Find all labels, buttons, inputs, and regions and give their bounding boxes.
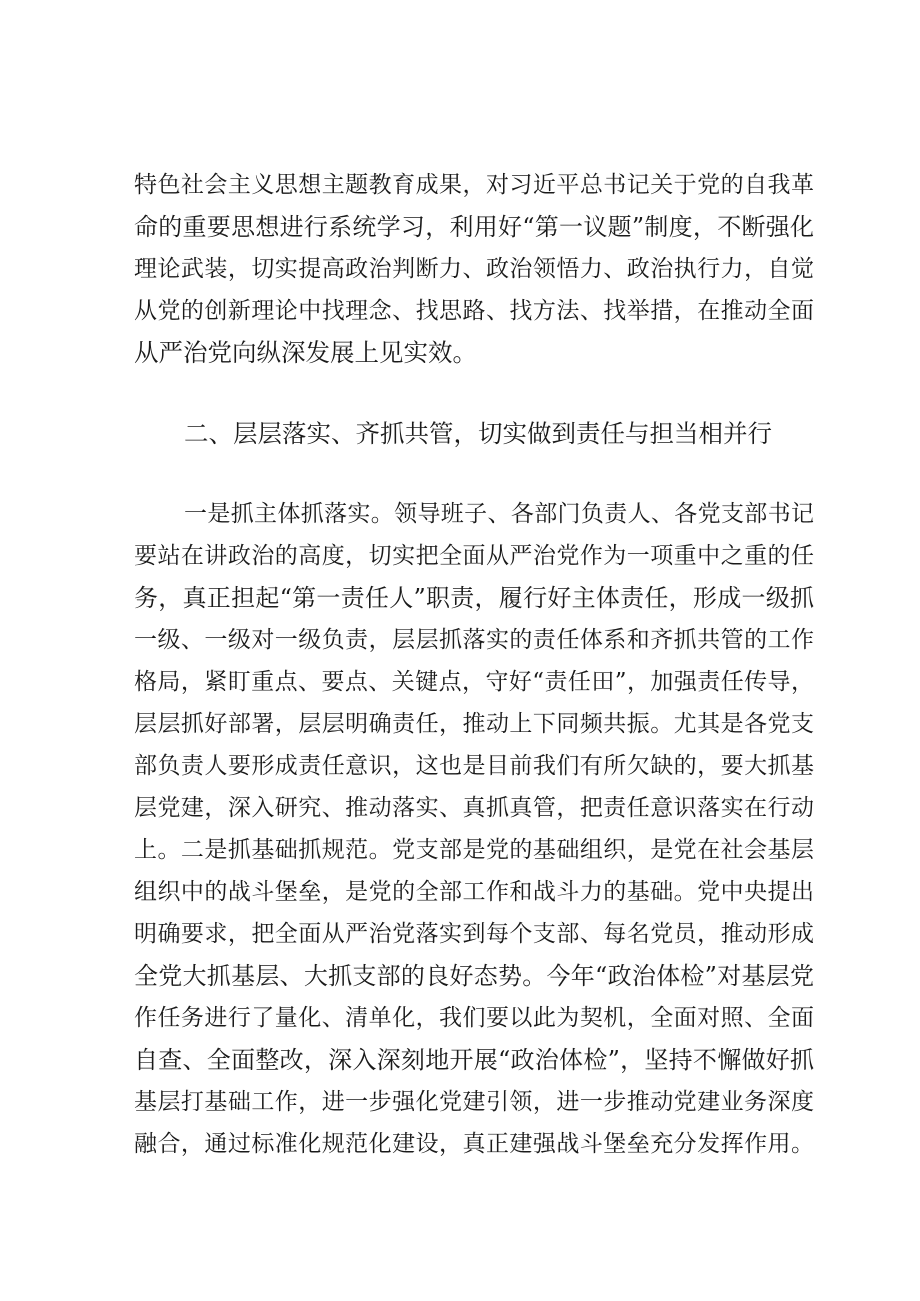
- paragraph-3-line-15: 基层打基础工作，进一步强化党建引领，进一步推动党建业务深度: [134, 1089, 814, 1115]
- paragraph-3-line-10: 组织中的战斗堡垒，是党的全部工作和战斗力的基础。党中央提出: [134, 879, 814, 905]
- paragraph-3-line-8: 层党建，深入研究、推动落实、真抓真管，把责任意识落实在行动: [134, 795, 814, 821]
- paragraph-3-line-2: 要站在讲政治的高度，切实把全面从严治党作为一项重中之重的任: [134, 543, 814, 569]
- paragraph-3-line-7: 部负责人要形成责任意识，这也是目前我们有所欠缺的，要大抓基: [134, 753, 814, 779]
- paragraph-3-line-9: 上。二是抓基础抓规范。党支部是党的基础组织，是党在社会基层: [134, 837, 814, 863]
- paragraph-3-line-5: 格局，紧盯重点、要点、关键点，守好“责任田”，加强责任传导，: [134, 669, 814, 695]
- paragraph-3-line-3: 务，真正担起“第一责任人”职责，履行好主体责任，形成一级抓: [134, 584, 814, 612]
- paragraph-1-line-1: 特色社会主义思想主题教育成果，对习近平总书记关于党的自我革: [134, 172, 814, 198]
- section-heading: 二、层层落实、齐抓共管，切实做到责任与担当相并行: [184, 419, 772, 448]
- paragraph-3-line-14: 自查、全面整改，深入深刻地开展“政治体检”，坚持不懈做好抓: [134, 1046, 814, 1074]
- paragraph-3-line-11: 明确要求，把全面从严治党落实到每个支部、每名党员，推动形成: [134, 921, 814, 947]
- paragraph-3-line-6: 层层抓好部署，层层明确责任，推动上下同频共振。尤其是各党支: [134, 711, 814, 737]
- paragraph-3-line-4: 一级、一级对一级负责，层层抓落实的责任体系和齐抓共管的工作: [134, 627, 814, 653]
- paragraph-1-line-2: 命的重要思想进行系统学习，利用好“第一议题”制度，不断强化: [134, 213, 814, 241]
- paragraph-1-line-4: 从党的创新理论中找理念、找思路、找方法、找举措，在推动全面: [134, 298, 814, 324]
- paragraph-3-line-1: 一是抓主体抓落实。领导班子、各部门负责人、各党支部书记: [184, 501, 814, 527]
- paragraph-1-line-3: 理论武装，切实提高政治判断力、政治领悟力、政治执行力，自觉: [134, 256, 814, 282]
- paragraph-3-line-16: 融合，通过标准化规范化建设，真正建强战斗堡垒充分发挥作用。: [134, 1131, 814, 1157]
- paragraph-3-line-12: 全党大抓基层、大抓支部的良好态势。今年“政治体检”对基层党: [134, 962, 814, 990]
- paragraph-1-line-5: 从严治党向纵深发展上见实效。: [134, 338, 477, 367]
- paragraph-3-line-13: 作任务进行了量化、清单化，我们要以此为契机，全面对照、全面: [134, 1005, 814, 1031]
